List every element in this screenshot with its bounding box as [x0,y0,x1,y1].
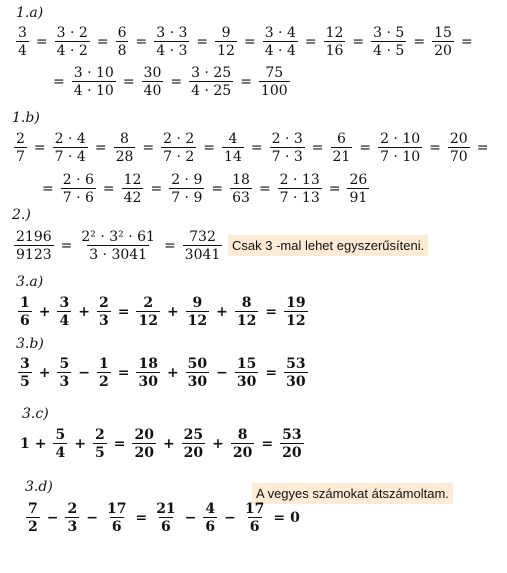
denominator: 2 [28,519,38,535]
denominator: 7 · 10 [380,149,421,165]
denominator: 4 [59,313,70,329]
numerator: 12 [123,172,142,188]
operator: = [476,140,489,156]
denominator: 3 [98,313,109,329]
operator: − [184,510,197,526]
denominator: 4 · 2 [56,43,88,59]
fraction [97,296,111,328]
denominator: 20 [134,445,154,461]
denominator: 3 [59,374,70,390]
denominator: 12 [236,313,257,329]
numerator: 2 [98,295,109,311]
denominator: 12 [217,43,235,59]
fraction [57,296,71,328]
fraction [14,230,54,262]
numerator: 17 [244,501,265,517]
denominator: 7 · 2 [163,149,195,165]
numerator: 3 · 4 [264,25,296,41]
operator: = [42,181,54,197]
equation-2 [12,230,224,262]
denominator: 7 · 6 [62,190,94,206]
denominator: 4 · 3 [156,43,188,59]
numerator: 1 [98,356,109,372]
numerator: 4 [205,501,216,517]
denominator: 30 [286,374,306,390]
operator: = [53,74,65,90]
section-label-1b: 1.b) [12,110,40,126]
fraction [55,26,90,58]
operator: = [261,436,274,452]
numerator: 17 [106,501,127,517]
denominator: 12 [187,313,208,329]
denominator: 70 [449,149,468,165]
fraction [136,296,159,328]
fraction [235,357,258,389]
note-simplify: Csak 3 -mal lehet egyszerűsíteni. [228,235,428,256]
numerator: 2 · 10 [380,131,421,147]
denominator: 30 [138,374,158,390]
operator: + [162,436,175,452]
denominator: 3 · 3041 [89,247,148,263]
fraction [263,26,298,58]
fraction [169,173,204,205]
denominator: 63 [232,190,250,206]
operator: = [96,34,109,50]
denominator: 7 · 4 [54,149,86,165]
numerator: 2² · 3² · 61 [81,229,155,245]
numerator: 2 [67,501,78,517]
numerator: 3 [59,295,70,311]
numerator: 6 [117,25,127,41]
operator: = [117,304,130,320]
numerator: 2 · 9 [171,172,203,188]
fraction [324,26,346,58]
denominator: 6 [161,519,171,535]
denominator: 4 · 4 [264,43,296,59]
denominator: 12 [138,313,158,329]
numerator: 2 [143,295,154,311]
denominator: 2 [98,374,109,390]
equation-3b [16,357,310,389]
operator: = [352,34,365,50]
numerator: 2 · 13 [279,172,320,188]
denominator: 3041 [184,247,221,263]
fraction [93,428,107,460]
denominator: 4 · 25 [191,83,232,99]
operator: + [74,436,86,452]
operator: = [113,436,126,452]
fraction [53,132,88,164]
fraction [26,502,40,534]
denominator: 30 [187,374,208,390]
fraction [65,502,79,534]
fraction [14,132,27,164]
numerator: 18 [138,356,158,372]
fraction [284,296,307,328]
denominator: 20 [282,445,302,461]
fraction [61,173,96,205]
numerator: 9 [192,295,203,311]
operator: = [163,238,176,254]
term: 1 [20,436,30,452]
section-label-3a: 3.a) [16,274,44,290]
operator: − [86,510,98,526]
fraction [122,173,144,205]
operator: = [265,304,278,320]
fraction [79,230,157,262]
fraction [278,173,322,205]
operator: + [78,304,90,320]
numerator: 20 [449,131,468,147]
numerator: 3 · 10 [73,65,114,81]
section-label-2: 2.) [12,207,31,223]
fraction [270,132,305,164]
denominator: 5 [20,374,30,390]
fraction [16,26,29,58]
fraction [203,502,217,534]
fraction [189,66,233,98]
denominator: 4 · 10 [73,83,114,99]
denominator: 7 [16,149,25,165]
fraction [215,26,237,58]
numerator: 3 · 3 [156,25,188,41]
fraction [18,357,32,389]
equation-3d [24,502,300,534]
fraction [432,26,454,58]
fraction [347,173,369,205]
numerator: 2 · 3 [271,131,303,147]
fraction [142,66,164,98]
operator: = [265,365,278,381]
denominator: 30 [236,374,257,390]
fraction [18,296,32,328]
operator: = [211,181,224,197]
fraction [97,357,111,389]
operator: − [224,510,236,526]
numerator: 4 [228,131,238,147]
fraction [154,26,189,58]
equation-1b-line1 [12,132,493,164]
fraction [186,296,209,328]
equation-1a-line1 [14,26,478,58]
numerator: 21 [156,501,176,517]
operator: = [94,140,107,156]
denominator: 7 · 3 [271,149,303,165]
fraction [114,132,136,164]
numerator: 53 [282,427,302,443]
operator: = [142,140,155,156]
fraction [186,357,209,389]
operator: = [150,181,163,197]
operator: + [34,436,47,452]
operator: = [35,34,48,50]
fraction [161,132,196,164]
fraction [231,428,254,460]
operator: + [212,436,224,452]
operator: + [166,365,179,381]
section-label-3d: 3.d) [25,479,53,495]
fraction [222,132,244,164]
numerator: 1 [20,295,30,311]
operator: = [33,140,46,156]
operator: = [196,34,209,50]
denominator: 5 [94,445,105,461]
denominator: 12 [286,313,306,329]
operator: − [46,510,59,526]
operator: = [460,34,473,50]
operator: = [328,181,341,197]
numerator: 75 [265,65,284,81]
numerator: 8 [241,295,252,311]
operator: = [413,34,426,50]
numerator: 3 · 2 [56,25,88,41]
numerator: 3 [20,356,30,372]
denominator: 4 [55,445,66,461]
operator: = [311,140,324,156]
operator: + [38,304,51,320]
numerator: 50 [187,356,208,372]
section-label-3b: 3.b) [16,336,44,352]
fraction [235,296,258,328]
denominator: 20 [232,445,253,461]
numerator: 12 [325,25,344,41]
operator: = [135,510,148,526]
operator: = [243,34,256,50]
numerator: 15 [434,25,452,41]
equation-3c [20,428,306,460]
denominator: 6 [205,519,216,535]
denominator: 91 [349,190,368,206]
denominator: 4 · 5 [373,43,405,59]
denominator: 6 [20,313,30,329]
numerator: 5 [55,427,66,443]
denominator: 28 [115,149,134,165]
numerator: 30 [143,65,162,81]
numerator: 2196 [16,229,52,245]
denominator: 16 [325,43,344,59]
denominator: 14 [224,149,242,165]
denominator: 3 [67,519,78,535]
denominator: 20 [183,445,204,461]
operator: = [122,74,135,90]
operator: − [78,365,90,381]
operator: = [304,34,317,50]
operator: + [216,304,228,320]
denominator: 20 [434,43,452,59]
numerator: 2 · 4 [54,131,86,147]
fraction [259,66,290,98]
operator: = [240,74,252,90]
fraction [243,502,266,534]
denominator: 7 · 13 [279,190,320,206]
numerator: 9 [221,25,231,41]
equation-3a [16,296,310,328]
numerator: 15 [236,356,257,372]
note-mixed-numbers: A vegyes számokat átszámoltam. [252,483,453,504]
operator: = [258,181,271,197]
fraction [57,357,71,389]
denominator: 100 [260,83,288,99]
denominator: 42 [123,190,142,206]
numerator: 18 [232,172,250,188]
numerator: 2 [94,427,105,443]
operator: = [60,238,73,254]
operator: = [203,140,216,156]
operator: = [170,74,183,90]
numerator: 25 [183,427,204,443]
operator: = [117,365,130,381]
fraction [132,428,155,460]
operator: = [102,181,115,197]
denominator: 8 [117,43,127,59]
section-label-3c: 3.c) [22,406,49,422]
fraction [72,66,116,98]
equation-1a-line2 [48,66,292,98]
fraction [448,132,470,164]
operator: = [429,140,441,156]
operator: = [135,34,148,50]
operator: = [250,140,263,156]
numerator: 19 [286,295,306,311]
numerator: 8 [120,131,129,147]
numerator: 732 [189,229,216,245]
numerator: 3 · 25 [191,65,232,81]
numerator: 3 [18,25,27,41]
numerator: 2 · 6 [62,172,94,188]
denominator: 4 [18,43,27,59]
numerator: 2 [16,131,25,147]
section-label-1a: 1.a) [16,5,44,21]
operator: − [216,365,228,381]
numerator: 3 · 5 [373,25,405,41]
numerator: 5 [59,356,70,372]
numerator: 7 [28,501,38,517]
denominator: 7 · 9 [171,190,203,206]
numerator: 26 [349,172,368,188]
fraction [230,173,252,205]
denominator: 6 [249,519,260,535]
fraction [105,502,128,534]
denominator: 6 [111,519,122,535]
denominator: 21 [332,149,351,165]
fraction [154,502,177,534]
fraction [284,357,307,389]
numerator: 20 [134,427,154,443]
numerator: 53 [286,356,306,372]
numerator: 8 [237,427,248,443]
fraction [136,357,159,389]
fraction [116,26,129,58]
denominator: 9123 [16,247,52,263]
equation-1b-line2 [37,173,371,205]
fraction [280,428,303,460]
term: 0 [290,510,300,526]
fraction [331,132,353,164]
fraction [371,26,406,58]
denominator: 40 [143,83,162,99]
fraction [183,230,223,262]
operator: + [166,304,179,320]
numerator: 2 · 2 [163,131,195,147]
operator: = [359,140,372,156]
numerator: 6 [336,131,346,147]
operator: = [273,510,286,526]
fraction [378,132,422,164]
fraction [182,428,205,460]
operator: + [38,365,51,381]
fraction [53,428,67,460]
